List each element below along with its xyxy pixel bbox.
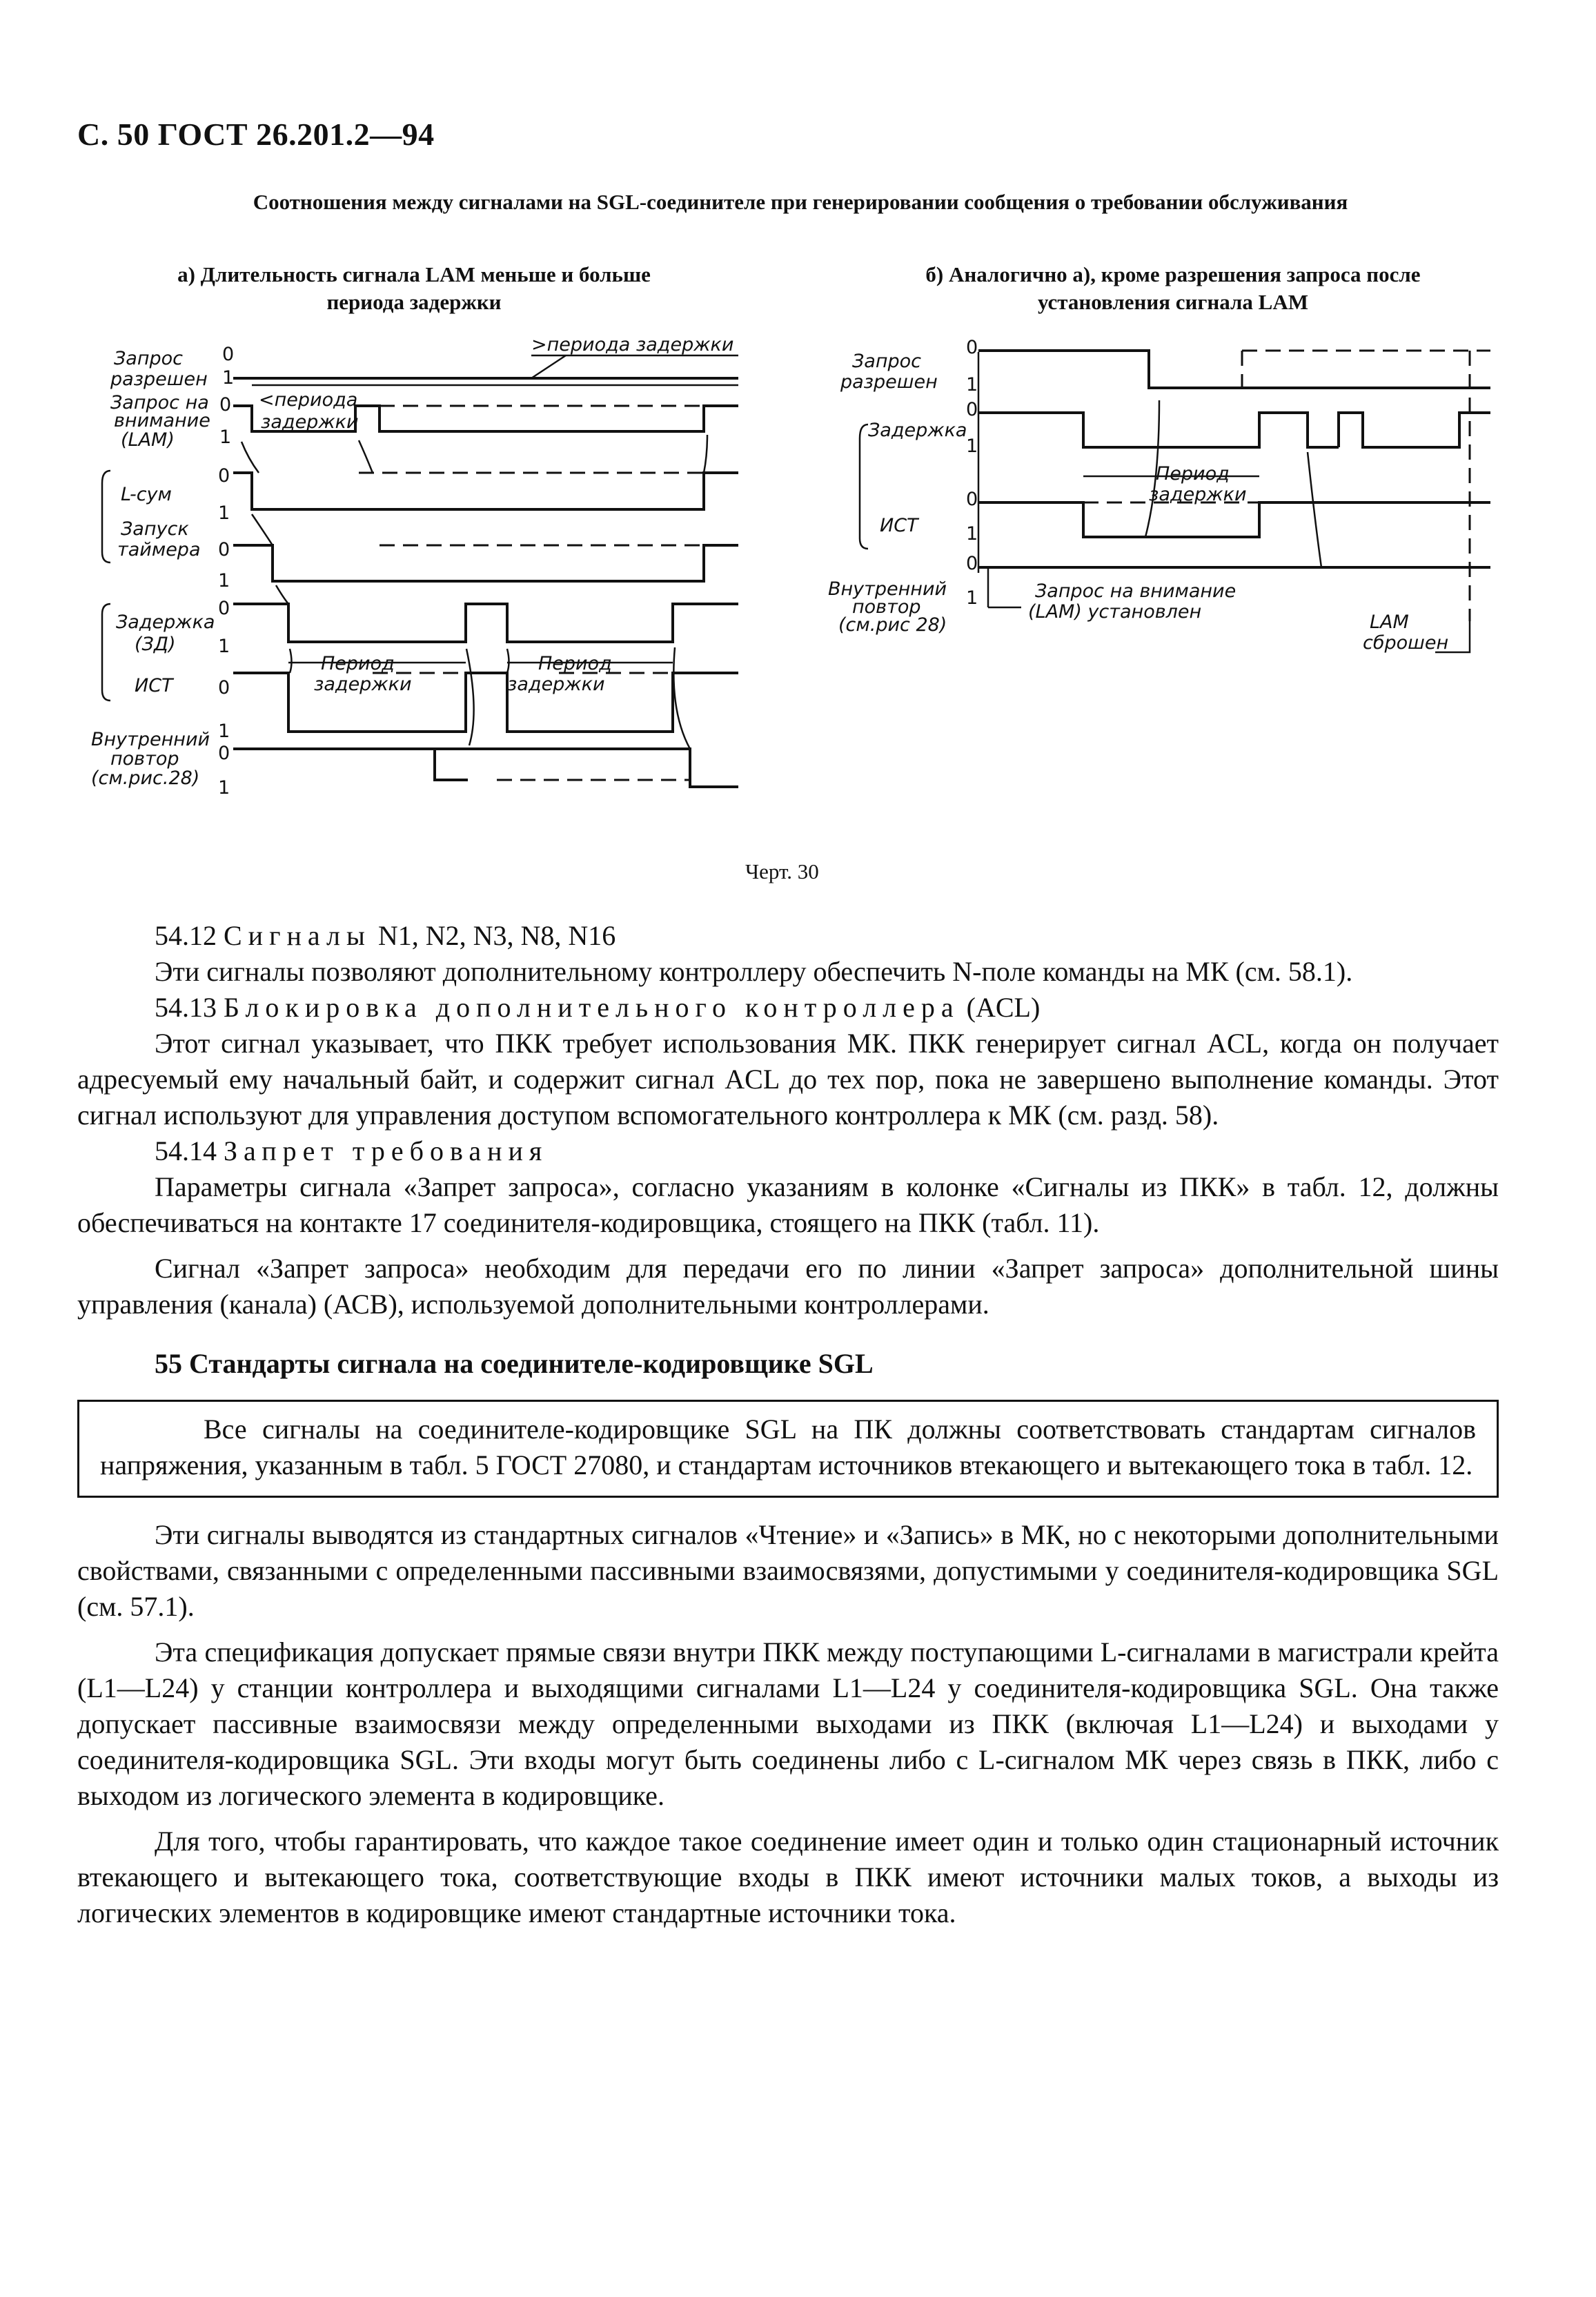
label-zapros: Запрос (114, 348, 184, 369)
svg-text:1: 1 (218, 721, 230, 742)
svg-text:разрешен: разрешен (110, 369, 208, 390)
svg-text:задержки: задержки (261, 411, 359, 433)
svg-text:0: 0 (218, 743, 230, 764)
label-zapusk: Запуск (121, 518, 189, 540)
svg-text:(LAM) установлен: (LAM) установлен (1028, 601, 1202, 623)
label-ict: ИСТ (135, 675, 173, 696)
label-zd: Задержка (116, 612, 215, 633)
period-label-2: Период (538, 653, 612, 674)
para-55-b: Эта спецификация допускает прямые связи внутри ПКК между поступающими L-сигналами в магистрали крейта (L1—L24) у станции контроллера и выходящими сигналами L1—L24 у соединителя-кодировщика SGL. Она также допускает пассивные взаимосвязи между определенными выходами из ПКК (включая L1—L24) и выходами у соединителя-кодировщика SGL. Эти входы могут быть соединены либо с L-сигналом МК через связь в ПКК, либо с выходом из логического элемента в кодировщике. (77, 1636, 1499, 1811)
svg-text:внимание: внимание (114, 410, 210, 431)
svg-text:(см.рис 28): (см.рис 28) (838, 614, 947, 636)
svg-text:1: 1 (966, 436, 978, 457)
less-period-label: <периода (259, 389, 358, 411)
svg-text:0: 0 (966, 399, 978, 420)
svg-text:повтор: повтор (852, 596, 921, 618)
svg-text:0: 0 (219, 394, 232, 416)
body-text (77, 918, 1499, 1931)
period-label-1: Период (321, 653, 395, 674)
requirement-box (77, 1400, 1499, 1498)
para-54-14-a: Параметры сигнала «Запрет запроса», согласно указаниям в колонке «Сигналы из ПКК» в табл. 12, должны обеспечиваться на контакте 17 соединителя-кодировщика, стоящего на ПКК (табл. 11). (77, 1171, 1499, 1238)
heading-54-12: 54.12 Сигналы N1, N2, N3, N8, N16 (155, 920, 616, 951)
label-vp: Внутренний (91, 729, 210, 750)
svg-text:1: 1 (966, 523, 978, 545)
right-period-label: Период (1156, 463, 1230, 485)
heading-54-14: 54.14 Запрет требования (155, 1135, 549, 1166)
right-label-vp: Внутренний (828, 578, 947, 600)
requirement-text: Все сигналы на соединителе-кодировщике SGL на ПК должны соответствовать стандартам сигналов напряжения, указанным в табл. 5 ГОСТ 27080, и стандартам источников втекающего и вытекающего тока в табл. 12. (100, 1414, 1476, 1480)
svg-text:1: 1 (218, 636, 230, 657)
figure-title: Соотношения между сигналами на SGL-соединителе при генерировании сообщения о требовании обслуживания (253, 190, 1348, 214)
svg-text:(см.рис.28): (см.рис.28) (91, 768, 200, 789)
svg-text:задержки: задержки (314, 674, 412, 695)
svg-text:1: 1 (222, 367, 235, 389)
svg-text:0: 0 (218, 598, 230, 619)
heading-54-13: 54.13 Блокировка дополнительного контроллера (ACL) (155, 992, 1041, 1023)
label-lsum: L-сум (121, 484, 172, 505)
svg-text:0: 0 (966, 489, 978, 510)
para-54-14-b: Сигнал «Запрет запроса» необходим для передачи его по линии «Запрет запроса» дополнительной шины управления (канала) (АСВ), используемой дополнительными контроллерами. (77, 1253, 1499, 1320)
right-label-ict: ИСТ (880, 515, 918, 536)
right-diagram-caption: б) Аналогично а), кроме разрешения запроса после установления сигнала LAM (925, 262, 1421, 314)
heading-55: 55 Стандарты сигнала на соединителе-кодировщике SGL (155, 1348, 874, 1379)
label-lam: Запрос на (110, 392, 209, 413)
svg-text:0: 0 (218, 465, 230, 487)
svg-text:0: 0 (218, 677, 230, 698)
svg-text:1: 1 (218, 502, 230, 524)
page-header: С. 50 ГОСТ 26.201.2—94 (77, 117, 435, 152)
svg-text:0: 0 (966, 553, 978, 574)
svg-text:разрешен: разрешен (840, 371, 938, 393)
svg-text:0: 0 (966, 337, 978, 358)
svg-text:задержки: задержки (1149, 484, 1247, 505)
para-54-13: Этот сигнал указывает, что ПКК требует использования МК. ПКК генерирует сигнал ACL, когда он получает адресуемый ему начальный байт, и содержит сигнал ACL до тех пор, пока не завершено выполнение команды. Этот сигнал используют для управления доступом вспомогательного контроллера к МК (см. разд. 58). (77, 1028, 1499, 1131)
para-55-a: Эти сигналы выводятся из стандартных сигналов «Чтение» и «Запись» в МК, но с некоторыми дополнительными свойствами, связанными с определенными пассивными взаимосвязями, допустимыми у соединителя-кодировщика SGL (см. 57.1). (77, 1519, 1499, 1622)
right-label-zd: Задержка (868, 420, 967, 441)
svg-text:(LAM): (LAM) (121, 429, 175, 451)
svg-text:0: 0 (218, 539, 230, 560)
left-diagram-caption: а) Длительность сигнала LAM меньше и больше периода задержки (177, 262, 651, 314)
svg-text:задержки: задержки (507, 674, 605, 695)
figure-caption: Черт. 30 (745, 859, 819, 883)
right-timing-diagram (828, 324, 1518, 683)
left-timing-diagram (83, 324, 814, 821)
para-54-12: Эти сигналы позволяют дополнительному контроллеру обеспечить N-поле команды на МК (см. 58.1). (155, 956, 1353, 987)
para-55-c: Для того, чтобы гарантировать, что каждое такое соединение имеет один и только один стационарный источник втекающего и вытекающего тока, соответствующие входы в ПКК имеют источники малых токов, а выходы из логических элементов в кодировщике имеют стандартные источники тока. (77, 1826, 1499, 1928)
svg-text:1: 1 (219, 427, 232, 448)
right-label-zapros: Запрос (852, 351, 922, 372)
svg-text:(ЗД): (ЗД) (135, 634, 176, 655)
svg-text:1: 1 (966, 374, 978, 395)
svg-text:0: 0 (222, 344, 235, 365)
svg-text:таймера: таймера (117, 539, 201, 560)
svg-text:повтор: повтор (110, 748, 179, 770)
svg-text:сброшен: сброшен (1363, 632, 1449, 654)
greater-period-label: >периода задержки (531, 334, 734, 355)
lam-set-label: Запрос на внимание (1035, 580, 1237, 602)
svg-text:1: 1 (966, 587, 978, 609)
svg-text:1: 1 (218, 777, 230, 799)
svg-text:1: 1 (218, 570, 230, 592)
lam-reset-label: LAM (1370, 612, 1409, 633)
